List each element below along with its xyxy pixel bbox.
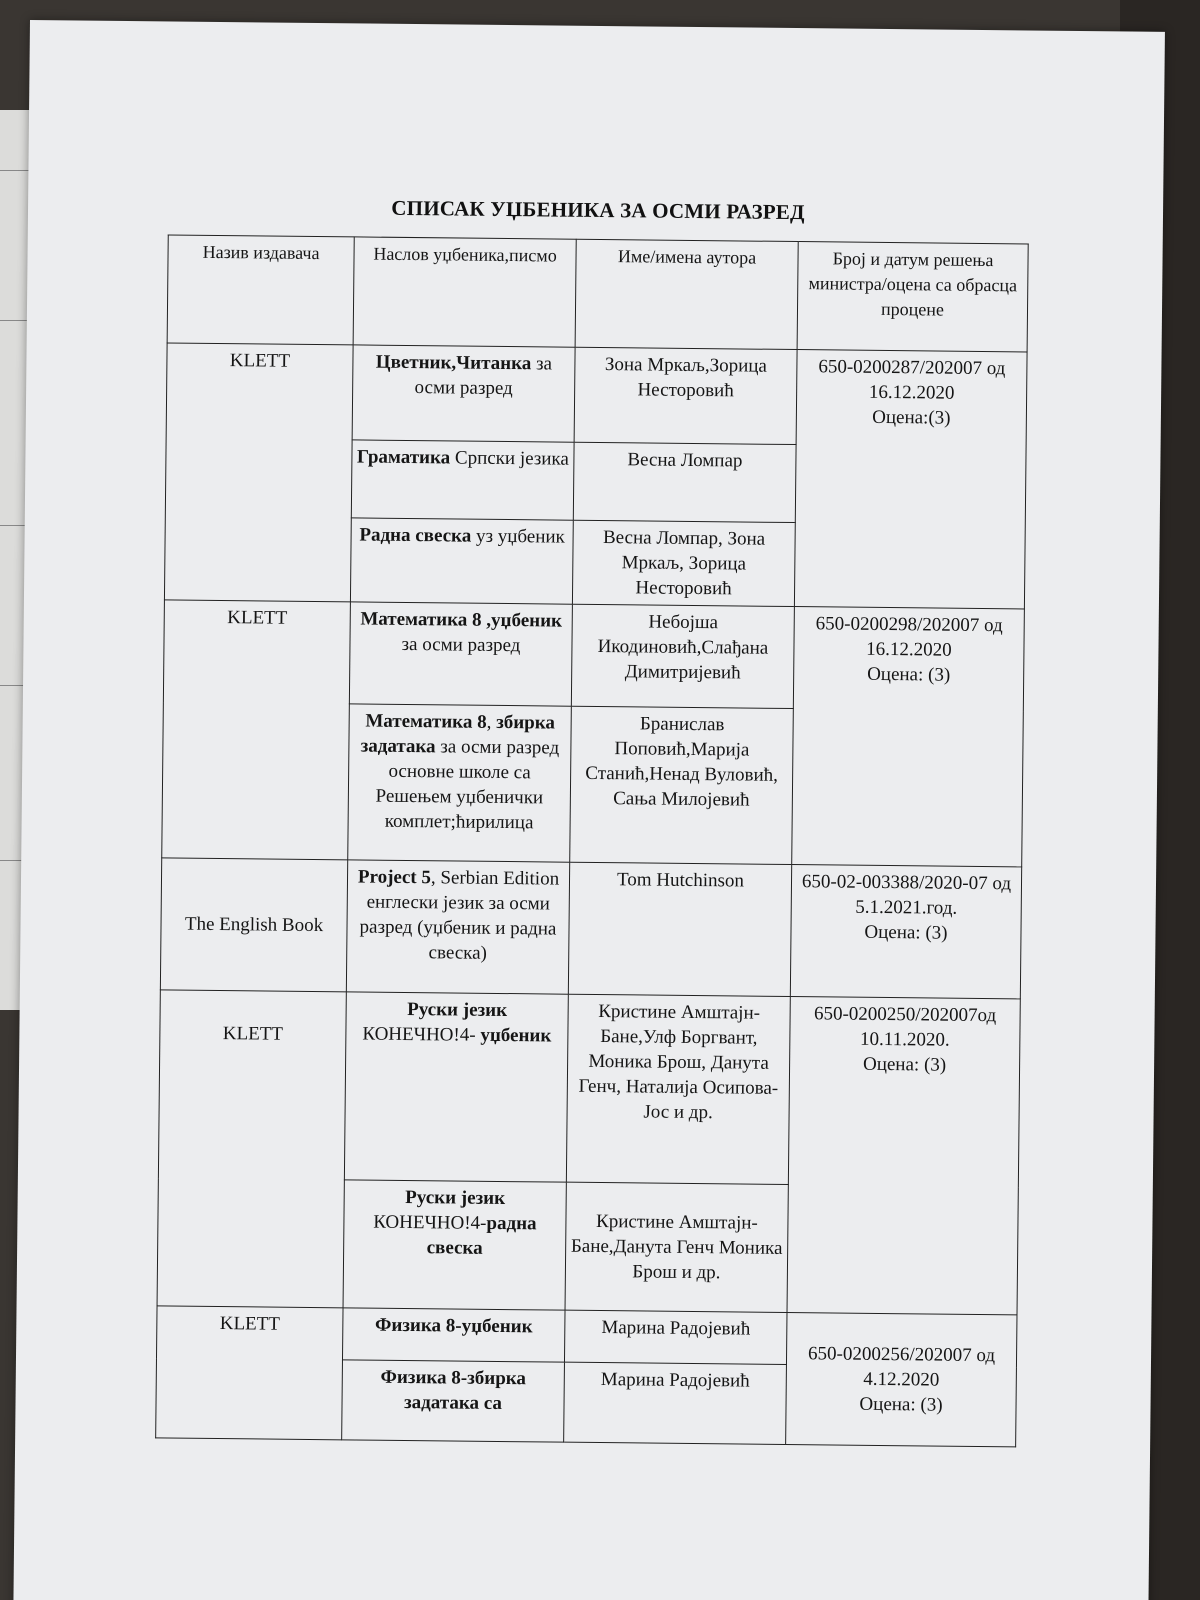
book-cell: Руски језик КОНЕЧНО!4- уџбеник xyxy=(344,992,568,1182)
authors-cell: Небојша Икодиновић,Слађана Димитријевић xyxy=(571,604,794,708)
table-row xyxy=(166,343,1027,447)
header-authors: Име/имена аутора xyxy=(575,239,798,349)
book-cell: Математика 8 ,уџбеник за осми разред xyxy=(349,602,572,706)
publisher-cell: KLETT xyxy=(157,990,346,1308)
authors-cell: Кристине Амштајн-Бане,Данута Генч Моника Брош и др. xyxy=(565,1182,788,1312)
authors-cell: Весна Ломпар xyxy=(573,442,796,522)
table-row xyxy=(160,858,1021,999)
decision-cell: 650-0200250/202007од 10.11.2020. Оцена: (3) xyxy=(787,997,1020,1315)
header-decision: Број и датум решења министра/оцена са обрасца процене xyxy=(797,242,1028,352)
book-cell: Цветник,Читанка за осми разред xyxy=(352,345,575,442)
book-cell: Физика 8-уџбеник xyxy=(342,1308,565,1362)
decision-cell: 650-02-003388/2020-07 од 5.1.2021.год. Оцена: (3) xyxy=(790,865,1021,999)
publisher-cell: KLETT xyxy=(156,1306,343,1440)
authors-cell: Tom Hutchinson xyxy=(568,862,791,996)
authors-cell: Бранислав Поповић,Марија Станић,Ненад Вуловић, Сања Милојевић xyxy=(570,706,794,864)
authors-cell: Марина Радојевић xyxy=(564,1362,787,1444)
authors-cell: Зона Мркаљ,Зорица Несторовић xyxy=(574,347,797,444)
decision-cell: 650-0200256/202007 од 4.12.2020 Оцена: (3) xyxy=(786,1312,1017,1446)
header-book: Наслов уџбеника,писмо xyxy=(353,237,576,347)
table-header-row xyxy=(167,235,1028,352)
authors-cell: Кристине Амштајн-Бане,Улф Боргвант, Моника Брош, Данута Генч, Наталија Осипова-Јос и др. xyxy=(566,994,790,1184)
book-cell: Математика 8, збирка задатака за осми разред основне школе са Решењем уџбенички комплет;ћирилица xyxy=(348,704,572,862)
book-cell: Радна свеска уз уџбеник xyxy=(350,518,573,604)
book-cell: Руски језик КОНЕЧНО!4-радна свеска xyxy=(343,1180,566,1310)
book-cell: Физика 8-збирка задатака са xyxy=(342,1360,565,1442)
table-row xyxy=(158,990,1020,1187)
book-cell: Project 5, Serbian Edition енглески језик за осми разред (уџбеник и радна свеска) xyxy=(346,860,569,994)
textbook-table xyxy=(155,234,1029,1447)
authors-cell: Весна Ломпар, Зона Мркаљ, Зорица Несторовић xyxy=(572,520,795,606)
document-title: СПИСАК УЏБЕНИКА ЗА ОСМИ РАЗРЕД xyxy=(391,195,805,225)
publisher-cell: KLETT xyxy=(164,343,353,602)
table-row xyxy=(156,1306,1016,1367)
decision-cell: 650-0200298/202007 од 16.12.2020 Оцена: (3) xyxy=(792,607,1025,867)
authors-cell: Марина Радојевић xyxy=(564,1310,787,1364)
header-publisher: Назив издавача xyxy=(167,235,354,345)
publisher-cell: KLETT xyxy=(162,600,351,860)
book-cell: Граматика Српски језика xyxy=(351,440,574,520)
document-page xyxy=(13,20,1165,1600)
publisher-cell: The English Book xyxy=(160,858,347,992)
table-row xyxy=(163,600,1024,711)
decision-cell: 650-0200287/202007 од 16.12.2020 Оцена:(3) xyxy=(794,350,1027,609)
